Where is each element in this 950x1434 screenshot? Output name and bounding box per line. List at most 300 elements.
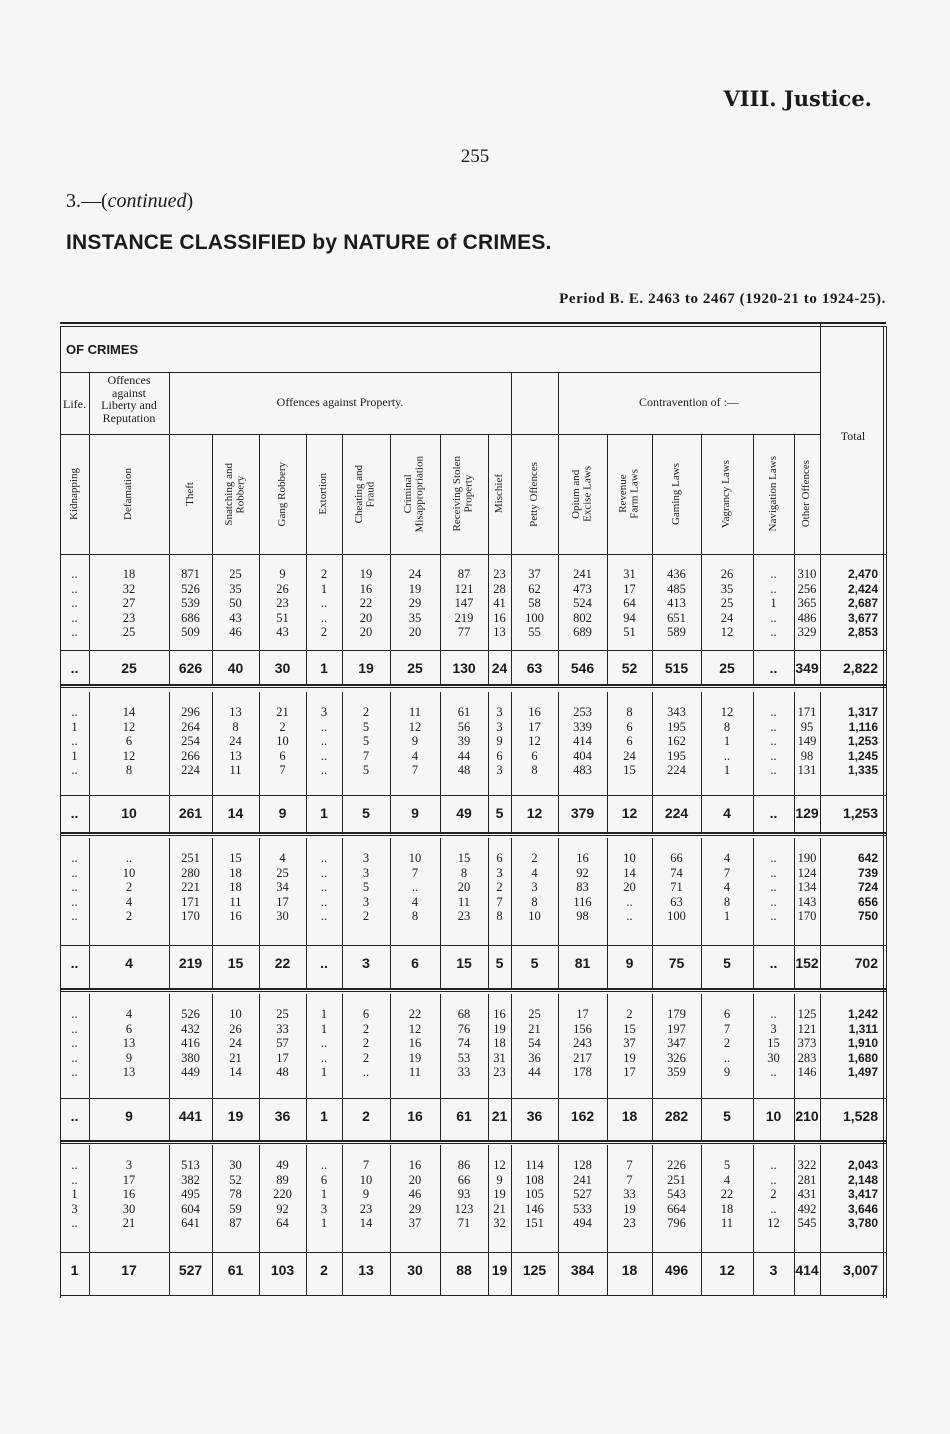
yearly-values-cell: 16 92 83 116 98 — [573, 851, 592, 924]
rule-horizontal — [60, 1098, 886, 1099]
rule-vertical — [440, 1145, 441, 1295]
yearly-values-cell: 7 7 33 19 23 — [623, 1158, 636, 1231]
yearly-values-cell: 114 108 105 146 151 — [525, 1158, 544, 1231]
yearly-values-cell: 87 121 147 219 77 — [454, 567, 474, 640]
average-total-cell: 13 — [358, 1262, 374, 1278]
yearly-values-cell: 3 .. .. .. .. — [320, 705, 328, 778]
yearly-values-cell: 12 9 19 21 32 — [493, 1158, 506, 1231]
rule-vertical — [169, 1145, 170, 1295]
average-total-cell: 1,528 — [842, 1108, 878, 1124]
average-total-cell: 527 — [178, 1262, 203, 1278]
group-liberty-reputation: Offences against Liberty and Reputation — [101, 373, 157, 425]
average-total-cell: 349 — [795, 660, 819, 676]
rule-vertical — [652, 994, 653, 1140]
average-total-cell: 1 — [320, 1108, 328, 1124]
average-total-cell: 3,007 — [842, 1262, 878, 1278]
average-total-cell: 15 — [227, 955, 244, 971]
yearly-values-cell: .. .. .. .. .. — [770, 851, 777, 924]
rule-vertical — [701, 1145, 702, 1295]
rule-vertical — [488, 1145, 489, 1295]
average-total-cell: 2 — [320, 1262, 328, 1278]
yearly-values-cell: 12 8 1 .. 1 — [720, 705, 734, 778]
column-header-snatching-and-robbery — [212, 436, 259, 552]
average-total-cell: .. — [769, 805, 778, 821]
average-total-cell: .. — [70, 660, 79, 676]
rule-vertical — [89, 554, 90, 684]
rule-vertical — [390, 554, 391, 684]
average-total-cell: 1 — [320, 660, 328, 676]
yearly-values-cell: .. .. 1 .. .. — [770, 567, 777, 640]
column-header-vagrancy-laws — [701, 436, 753, 552]
yearly-values-cell: 61 56 39 44 48 — [457, 705, 471, 778]
rule-vertical — [652, 692, 653, 832]
column-header-gaming-laws — [652, 436, 701, 552]
average-total-cell: 36 — [274, 1108, 291, 1124]
rule-vertical — [259, 838, 260, 988]
yearly-values-cell: 16 19 18 31 23 — [493, 1007, 506, 1080]
column-header-text: Extortion — [317, 473, 330, 515]
rule-vertical — [794, 554, 795, 684]
rule-vertical — [259, 994, 260, 1140]
average-total-cell: 88 — [456, 1262, 472, 1278]
rule-vertical — [212, 994, 213, 1140]
rule-vertical — [440, 994, 441, 1140]
yearly-values-cell: .. .. .. .. .. — [71, 567, 78, 640]
yearly-values-cell: 190 124 134 143 170 — [797, 851, 817, 924]
column-header-text: Vagrancy Laws — [720, 459, 733, 529]
rule-vertical — [488, 838, 489, 988]
average-total-cell: 626 — [178, 660, 203, 676]
yearly-values-cell: 322 281 431 492 545 — [797, 1158, 817, 1231]
yearly-values-cell: 18 32 27 23 25 — [122, 567, 136, 640]
yearly-values-cell: 11 12 9 4 7 — [408, 705, 422, 778]
yearly-values-cell: 251 280 221 171 170 — [181, 851, 200, 924]
rule-horizontal — [60, 1140, 886, 1142]
rule-vertical — [169, 554, 170, 684]
average-total-cell: 546 — [570, 660, 595, 676]
page-number: 255 — [460, 146, 490, 167]
yearly-values-cell: .. 1 .. 1 .. — [71, 705, 78, 778]
average-total-cell: 49 — [456, 805, 472, 821]
average-total-cell: 18 — [621, 1108, 638, 1124]
rule-vertical — [607, 554, 608, 684]
yearly-values-cell: 343 195 162 195 224 — [667, 705, 686, 778]
yearly-values-cell: 9 26 23 51 43 — [276, 567, 289, 640]
average-total-cell: 19 — [491, 1262, 508, 1278]
yearly-values-cell: 6 3 2 7 8 — [496, 851, 503, 924]
rule-vertical — [558, 994, 559, 1140]
rule-vertical — [511, 1145, 512, 1295]
average-total-cell: 6 — [411, 955, 419, 971]
average-total-cell: 10 — [121, 805, 137, 821]
rule-vertical — [511, 692, 512, 832]
column-header-text: Petty Offences — [527, 461, 540, 527]
rule-vertical — [488, 554, 489, 684]
yearly-values-cell: 25 35 50 43 46 — [229, 567, 242, 640]
average-total-cell: 14 — [227, 805, 244, 821]
yearly-values-cell: 66 74 71 63 100 — [667, 851, 686, 924]
section-label: VIII. Justice. — [723, 86, 872, 111]
column-header-kidnapping — [60, 436, 89, 552]
rule-horizontal — [60, 1295, 886, 1296]
yearly-values-cell: 6 2 2 2 .. — [362, 1007, 370, 1080]
rule-vertical — [306, 838, 307, 988]
rule-vertical — [652, 838, 653, 988]
rule-vertical — [652, 1145, 653, 1295]
average-total-cell: 5 — [530, 955, 539, 971]
average-total-cell: 16 — [407, 1108, 423, 1124]
average-total-cell: 1 — [320, 805, 328, 821]
rule-vertical — [390, 994, 391, 1140]
rule-vertical — [794, 838, 795, 988]
average-total-cell: 5 — [362, 805, 370, 821]
column-header-text: Opium and Excise Laws — [569, 466, 594, 522]
rule-vertical — [820, 554, 821, 684]
average-total-cell: 130 — [452, 660, 476, 676]
rule-vertical — [701, 838, 702, 988]
group-life: Life. — [63, 397, 86, 411]
column-header-text: Defamation — [122, 468, 135, 520]
rule-horizontal — [60, 326, 886, 327]
rule-vertical — [820, 692, 821, 832]
yearly-values-cell: .. .. .. .. .. — [71, 851, 78, 924]
column-header-petty-offences — [511, 436, 558, 552]
average-total-cell: 496 — [664, 1262, 689, 1278]
rule-vertical — [212, 692, 213, 832]
rule-vertical — [558, 1145, 559, 1295]
yearly-values-cell: 6 7 2 .. 9 — [723, 1007, 731, 1080]
column-header-text: Other Offences — [800, 460, 813, 528]
rule-vertical — [511, 838, 512, 988]
rule-vertical — [306, 692, 307, 832]
rule-vertical — [440, 554, 441, 684]
average-total-cell: 9 — [625, 955, 634, 971]
average-total-cell: 19 — [358, 660, 374, 676]
rule-vertical — [558, 838, 559, 988]
rule-vertical — [342, 838, 343, 988]
column-header-text: Receiving Stolen Property — [451, 456, 475, 532]
rule-vertical — [306, 994, 307, 1140]
column-header-text: Snatching and Robbery — [222, 462, 247, 526]
yearly-values-cell: .. .. .. .. .. — [71, 1007, 78, 1080]
yearly-values-cell: 125 121 373 283 146 — [797, 1007, 817, 1080]
average-total-cell: 103 — [270, 1262, 295, 1278]
rule-vertical — [794, 1145, 795, 1295]
rule-vertical — [342, 1145, 343, 1295]
rule-vertical — [511, 372, 512, 434]
yearly-values-cell: 171 95 149 98 131 — [797, 705, 817, 778]
column-header-opium-and-excise-laws — [558, 436, 607, 552]
column-header-theft — [169, 436, 212, 552]
rule-vertical — [169, 838, 170, 988]
average-total-cell: 21 — [491, 1108, 508, 1124]
column-header-text: Kidnapping — [67, 468, 80, 520]
rule-vertical — [488, 994, 489, 1140]
total-column-header: Total — [840, 429, 866, 443]
average-total-cell: 282 — [664, 1108, 689, 1124]
rule-vertical — [701, 692, 702, 832]
rule-vertical — [259, 1145, 260, 1295]
rule-vertical — [886, 326, 887, 1298]
rule-vertical — [89, 692, 90, 832]
yearly-values-cell: 13 8 24 13 11 — [229, 705, 242, 778]
continued-suffix: ) — [186, 190, 194, 212]
yearly-values-cell: 10 26 24 21 14 — [229, 1007, 242, 1080]
yearly-values-cell: 86 66 93 123 71 — [454, 1158, 474, 1231]
rule-vertical — [212, 1145, 213, 1295]
average-total-cell: 3 — [769, 1262, 778, 1278]
yearly-values-cell: 8 6 6 24 15 — [623, 705, 636, 778]
average-total-cell: 4 — [723, 805, 731, 821]
rule-vertical — [259, 692, 260, 832]
yearly-values-cell: 4 6 13 9 13 — [122, 1007, 136, 1080]
yearly-values-cell: 15 18 18 11 16 — [229, 851, 242, 924]
yearly-values-cell: 226 251 543 664 796 — [667, 1158, 686, 1231]
rule-vertical — [753, 994, 754, 1140]
yearly-values-cell: .. 6 1 3 1 — [320, 1158, 328, 1231]
yearly-values-cell: 16 20 46 29 37 — [408, 1158, 422, 1231]
average-total-cell: 5 — [495, 805, 504, 821]
average-total-cell: 25 — [719, 660, 735, 676]
period-label: Period B. E. 2463 to 2467 (1920-21 to 1924-25). — [559, 291, 886, 307]
yearly-values-cell: 25 21 54 36 44 — [528, 1007, 541, 1080]
rule-vertical — [558, 692, 559, 832]
average-total-cell: 2 — [362, 1108, 370, 1124]
yearly-values-cell: 31 17 64 94 51 — [623, 567, 636, 640]
rule-horizontal — [60, 945, 886, 946]
rule-vertical — [794, 994, 795, 1140]
yearly-values-cell: .. .. 2 .. 12 — [767, 1158, 780, 1231]
yearly-values-cell: 436 485 413 651 589 — [667, 567, 686, 640]
column-header-navigation-laws — [753, 436, 794, 552]
rule-vertical — [390, 692, 391, 832]
continued-prefix: 3.—( — [66, 190, 108, 212]
rule-vertical — [558, 372, 559, 434]
yearly-values-cell: 17 156 243 217 178 — [573, 1007, 592, 1080]
column-header-mischief — [488, 436, 511, 552]
rule-vertical — [488, 692, 489, 832]
rule-vertical — [440, 838, 441, 988]
average-total-cell: 25 — [121, 660, 137, 676]
rule-vertical — [652, 554, 653, 684]
continued-word: continued — [107, 190, 187, 212]
rule-vertical — [820, 322, 821, 554]
yearly-values-cell: 25 33 57 17 48 — [276, 1007, 289, 1080]
average-total-cell: 10 — [765, 1108, 782, 1124]
average-total-cell: 40 — [227, 660, 244, 676]
yearly-values-cell: 1 1 .. .. 1 — [320, 1007, 328, 1080]
rule-vertical — [89, 1145, 90, 1295]
average-total-cell: 75 — [668, 955, 685, 971]
yearly-values-cell: 24 19 29 35 20 — [408, 567, 422, 640]
yearly-values-cell: 642 739 724 656 750 — [857, 851, 878, 924]
average-total-cell: 19 — [227, 1108, 244, 1124]
yearly-values-cell: 310 256 365 486 329 — [797, 567, 817, 640]
average-total-cell: 414 — [795, 1262, 819, 1278]
column-header-text: Navigation Laws — [766, 456, 779, 532]
yearly-values-cell: 14 12 6 12 8 — [122, 705, 136, 778]
average-total-cell: 152 — [795, 955, 819, 971]
yearly-values-cell: 37 62 58 100 55 — [525, 567, 544, 640]
rule-horizontal — [60, 650, 886, 651]
column-header-text: Gang Robbery — [275, 461, 288, 527]
yearly-values-cell: 2 15 37 19 17 — [623, 1007, 636, 1080]
rule-vertical — [607, 838, 608, 988]
column-header-extortion — [306, 436, 342, 552]
average-total-cell: 379 — [570, 805, 595, 821]
rule-horizontal — [60, 1252, 886, 1253]
column-header-text: Cheating and Fraud — [353, 464, 377, 524]
rule-horizontal — [60, 991, 886, 992]
average-total-cell: 1,253 — [842, 805, 878, 821]
rule-vertical — [212, 554, 213, 684]
average-total-cell: 441 — [178, 1108, 203, 1124]
yearly-values-cell: 22 12 16 19 11 — [408, 1007, 422, 1080]
average-total-cell: 210 — [795, 1108, 819, 1124]
rule-vertical — [89, 838, 90, 988]
yearly-values-cell: 1,242 1,311 1,910 1,680 1,497 — [847, 1007, 878, 1080]
average-total-cell: 515 — [664, 660, 689, 676]
rule-vertical — [306, 1145, 307, 1295]
average-total-cell: 5 — [723, 955, 731, 971]
yearly-values-cell: 7 10 9 23 14 — [359, 1158, 373, 1231]
rule-horizontal — [60, 372, 820, 373]
yearly-values-cell: 4 7 4 8 1 — [723, 851, 731, 924]
rule-vertical — [701, 554, 702, 684]
yearly-values-cell: 3 17 16 30 21 — [122, 1158, 136, 1231]
average-total-cell: 125 — [522, 1262, 547, 1278]
average-total-cell: 81 — [574, 955, 591, 971]
yearly-values-cell: 241 473 524 802 689 — [573, 567, 592, 640]
average-total-cell: 5 — [495, 955, 504, 971]
column-header-cheating-and-fraud — [342, 436, 390, 552]
rule-vertical — [511, 554, 512, 684]
yearly-values-cell: .. .. 1 3 .. — [71, 1158, 78, 1231]
yearly-values-cell: 16 17 12 6 8 — [528, 705, 541, 778]
yearly-values-cell: 2 5 5 7 5 — [362, 705, 370, 778]
yearly-values-cell: 526 432 416 380 449 — [181, 1007, 200, 1080]
average-total-cell: 9 — [278, 805, 287, 821]
rule-vertical — [607, 1145, 608, 1295]
rule-horizontal — [60, 684, 886, 686]
average-total-cell: 162 — [570, 1108, 595, 1124]
yearly-values-cell: 19 16 22 20 20 — [359, 567, 373, 640]
yearly-values-cell: 10 14 20 .. .. — [623, 851, 636, 924]
average-total-cell: 22 — [274, 955, 291, 971]
rule-vertical — [558, 554, 559, 684]
rule-vertical — [820, 994, 821, 1140]
rule-horizontal — [60, 795, 886, 796]
rule-vertical — [89, 372, 90, 434]
rule-vertical — [753, 1145, 754, 1295]
of-crimes-label: OF CRIMES — [66, 342, 139, 357]
rule-vertical — [701, 994, 702, 1140]
yearly-values-cell: 26 35 25 24 12 — [720, 567, 734, 640]
average-total-cell: 30 — [274, 660, 291, 676]
average-total-cell: 261 — [178, 805, 203, 821]
rule-vertical — [89, 994, 90, 1140]
yearly-values-cell: .. 3 15 30 .. — [767, 1007, 780, 1080]
yearly-values-cell: 30 52 78 59 87 — [229, 1158, 242, 1231]
average-total-cell: 52 — [621, 660, 638, 676]
yearly-values-cell: 2,043 2,148 3,417 3,646 3,780 — [847, 1158, 878, 1231]
yearly-values-cell: 5 4 22 18 11 — [720, 1158, 734, 1231]
column-header-receiving-stolen-property — [440, 436, 488, 552]
yearly-values-cell: 179 197 347 326 359 — [667, 1007, 686, 1080]
yearly-values-cell: 49 89 220 92 64 — [273, 1158, 292, 1231]
rule-horizontal — [60, 1143, 886, 1144]
yearly-values-cell: .. .. .. .. .. — [770, 705, 777, 778]
rule-horizontal — [60, 835, 886, 836]
rule-vertical — [607, 692, 608, 832]
average-total-cell: 25 — [407, 660, 423, 676]
average-total-cell: 12 — [719, 1262, 735, 1278]
yearly-values-cell: 128 241 527 533 494 — [573, 1158, 592, 1231]
yearly-values-cell: .. 10 2 4 2 — [122, 851, 136, 924]
average-total-cell: 4 — [125, 955, 133, 971]
yearly-values-cell: 296 264 254 266 224 — [181, 705, 200, 778]
rule-vertical — [169, 692, 170, 832]
yearly-values-cell: 4 25 34 17 30 — [276, 851, 289, 924]
rule-vertical — [169, 994, 170, 1140]
average-total-cell: 5 — [723, 1108, 731, 1124]
yearly-values-cell: 513 382 495 604 641 — [181, 1158, 200, 1231]
yearly-values-cell: 253 339 414 404 483 — [573, 705, 592, 778]
average-total-cell: .. — [320, 955, 328, 971]
average-total-cell: 2,822 — [842, 660, 878, 676]
yearly-values-cell: 1,317 1,116 1,253 1,245 1,335 — [847, 705, 878, 778]
rule-horizontal — [60, 832, 886, 834]
yearly-values-cell: 23 28 41 16 13 — [493, 567, 506, 640]
group-contravention: Contravention of :— — [639, 395, 739, 409]
average-total-cell: 219 — [178, 955, 203, 971]
average-total-cell: .. — [70, 955, 79, 971]
rule-vertical — [342, 692, 343, 832]
rule-vertical — [820, 1145, 821, 1295]
yearly-values-cell: 2 4 3 8 10 — [528, 851, 541, 924]
column-header-gang-robbery — [259, 436, 306, 552]
average-total-cell: 3 — [362, 955, 370, 971]
column-header-text: Criminal Misappropriation — [402, 455, 426, 533]
column-header-text: Gaming Laws — [669, 462, 682, 525]
average-total-cell: 12 — [526, 805, 543, 821]
rule-horizontal — [60, 322, 886, 324]
yearly-values-cell: 2,470 2,424 2,687 3,677 2,853 — [847, 567, 878, 640]
yearly-values-cell: 2 1 .. .. 2 — [320, 567, 328, 640]
average-total-cell: 9 — [411, 805, 419, 821]
column-header-criminal-misappropriation — [390, 436, 440, 552]
rule-vertical — [390, 838, 391, 988]
rule-vertical — [794, 692, 795, 832]
average-total-cell: 15 — [456, 955, 472, 971]
rule-horizontal — [60, 988, 886, 990]
group-property: Offences against Property. — [276, 395, 404, 409]
yearly-values-cell: 3 3 5 3 2 — [362, 851, 370, 924]
average-total-cell: 384 — [570, 1262, 595, 1278]
average-total-cell: 36 — [526, 1108, 543, 1124]
rule-vertical — [342, 994, 343, 1140]
column-header-text: Revenue Farm Laws — [616, 469, 641, 519]
yearly-values-cell: .. .. .. .. .. — [320, 851, 328, 924]
average-total-cell: 12 — [621, 805, 638, 821]
average-total-cell: .. — [769, 660, 778, 676]
rule-vertical — [753, 554, 754, 684]
rule-vertical — [390, 1145, 391, 1295]
yearly-values-cell: 21 2 10 6 7 — [276, 705, 289, 778]
crime-table — [60, 322, 886, 1298]
average-total-cell: 61 — [227, 1262, 244, 1278]
rule-vertical — [753, 838, 754, 988]
